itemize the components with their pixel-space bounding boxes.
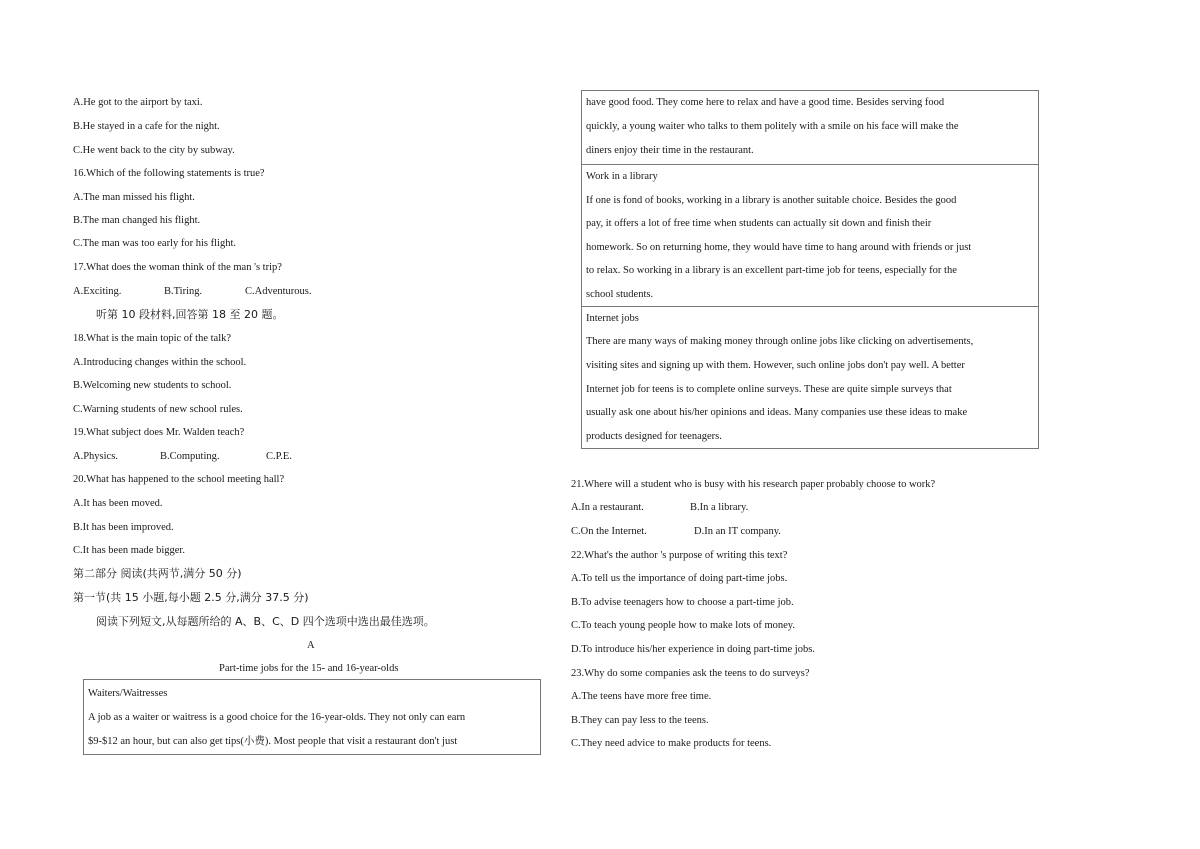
passage-title: Part-time jobs for the 15- and 16-year-olds <box>219 663 399 674</box>
q23-stem: 23.Why do some companies ask the teens to do surveys? <box>571 668 810 679</box>
q15-option-c: C.He went back to the city by subway. <box>73 145 235 156</box>
q17-stem: 17.What does the woman think of the man 's trip? <box>73 262 282 273</box>
q21-stem: 21.Where will a student who is busy with his research paper probably choose to work? <box>571 479 936 490</box>
library-line-5: school students. <box>586 289 654 300</box>
q18-option-c: C.Warning students of new school rules. <box>73 404 243 415</box>
q22-stem: 22.What's the author 's purpose of writing this text? <box>571 550 788 561</box>
library-section <box>582 164 1038 307</box>
q18-option-b: B.Welcoming new students to school. <box>73 380 232 391</box>
q20-option-c: C.It has been made bigger. <box>73 545 185 556</box>
q16-option-a: A.The man missed his flight. <box>73 192 195 203</box>
q18-stem: 18.What is the main topic of the talk? <box>73 333 232 344</box>
internet-line-1: There are many ways of making money through online jobs like clicking on advertisements, <box>586 336 974 347</box>
q19-option-a: A.Physics. <box>73 451 118 462</box>
section10-instruction: 听第 10 段材料,回答第 18 至 20 题。 <box>96 308 284 321</box>
continuation-line-3: diners enjoy their time in the restaurant. <box>586 145 754 156</box>
library-line-1: If one is fond of books, working in a library is another suitable choice. Besides the good <box>586 195 957 206</box>
waiters-line-2: $9-$12 an hour, but can also get tips(小费). Most people that visit a restaurant don't just <box>88 736 458 747</box>
library-heading: Work in a library <box>586 171 658 182</box>
internet-line-5: products designed for teenagers. <box>586 431 722 442</box>
q15-option-b: B.He stayed in a cafe for the night. <box>73 121 220 132</box>
library-line-2: pay, it offers a lot of free time when students can actually sit down and finish their <box>586 218 932 229</box>
q22-option-b: B.To advise teenagers how to choose a part-time job. <box>571 597 794 608</box>
q21-option-d: D.In an IT company. <box>694 526 781 537</box>
q16-stem: 16.Which of the following statements is true? <box>73 168 265 179</box>
q22-option-c: C.To teach young people how to make lots of money. <box>571 620 795 631</box>
q17-option-c: C.Adventurous. <box>245 286 312 297</box>
q17-option-b: B.Tiring. <box>164 286 203 297</box>
q19-stem: 19.What subject does Mr. Walden teach? <box>73 427 245 438</box>
q23-option-c: C.They need advice to make products for teens. <box>571 738 772 749</box>
q19-option-b: B.Computing. <box>160 451 220 462</box>
reading-instruction: 阅读下列短文,从每题所给的 A、B、C、D 四个选项中选出最佳选项。 <box>96 615 435 628</box>
q19-option-c: C.P.E. <box>266 451 292 462</box>
q17-option-a: A.Exciting. <box>73 286 122 297</box>
q23-option-a: A.The teens have more free time. <box>571 691 712 702</box>
internet-section <box>582 306 1038 448</box>
q16-option-c: C.The man was too early for his flight. <box>73 238 237 249</box>
continuation-line-2: quickly, a young waiter who talks to them politely with a smile on his face will make the <box>586 121 959 132</box>
library-line-4: to relax. So working in a library is an excellent part-time job for teens, especially for the <box>586 265 957 276</box>
q21-option-b: B.In a library. <box>690 502 749 513</box>
part2-heading: 第二部分 阅读(共两节,满分 50 分) <box>73 567 242 580</box>
q21-option-a: A.In a restaurant. <box>571 502 644 513</box>
internet-heading: Internet jobs <box>586 313 639 324</box>
waiters-line-1: A job as a waiter or waitress is a good choice for the 16-year-olds. They not only can earn <box>88 712 466 723</box>
q20-option-b: B.It has been improved. <box>73 522 174 533</box>
q22-option-d: D.To introduce his/her experience in doing part-time jobs. <box>571 644 815 655</box>
continuation-line-1: have good food. They come here to relax and have a good time. Besides serving food <box>586 97 945 108</box>
internet-line-2: visiting sites and signing up with them. However, such online jobs don't pay well. A better <box>586 360 965 371</box>
waiters-continuation <box>582 91 1038 164</box>
jobs-box <box>581 90 1039 449</box>
q21-option-c: C.On the Internet. <box>571 526 647 537</box>
q18-option-a: A.Introducing changes within the school. <box>73 357 247 368</box>
passage-letter: A <box>307 640 315 651</box>
q23-option-b: B.They can pay less to the teens. <box>571 715 709 726</box>
q22-option-a: A.To tell us the importance of doing part-time jobs. <box>571 573 788 584</box>
internet-line-3: Internet job for teens is to complete online surveys. These are quite simple surveys that <box>586 384 952 395</box>
q20-stem: 20.What has happened to the school meeting hall? <box>73 474 285 485</box>
waiters-box <box>83 679 541 755</box>
internet-line-4: usually ask one about his/her opinions and ideas. Many companies use these ideas to make <box>586 407 968 418</box>
q15-option-a: A.He got to the airport by taxi. <box>73 97 203 108</box>
waiters-heading: Waiters/Waitresses <box>88 688 168 699</box>
library-line-3: homework. So on returning home, they would have time to hang around with friends or just <box>586 242 972 253</box>
section1-heading: 第一节(共 15 小题,每小题 2.5 分,满分 37.5 分) <box>73 591 309 604</box>
q20-option-a: A.It has been moved. <box>73 498 163 509</box>
q16-option-b: B.The man changed his flight. <box>73 215 201 226</box>
